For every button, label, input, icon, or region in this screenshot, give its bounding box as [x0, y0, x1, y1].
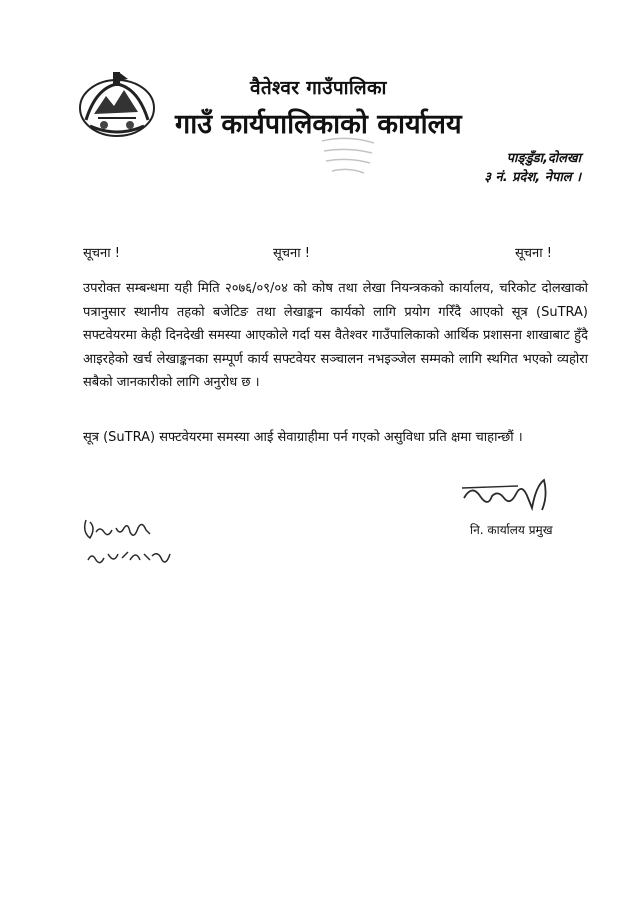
notice-heading-left: सूचना !	[83, 246, 120, 261]
handwritten-note	[80, 514, 200, 578]
official-signature	[458, 476, 558, 520]
notice-heading-center: सूचना !	[273, 246, 310, 261]
body-paragraph-2: सूत्र (SuTRA) सफ्टवेयरमा समस्या आई सेवाग्राहीमा पर्न गएको असुविधा प्रति क्षमा चाहान्छौं ।	[83, 430, 523, 445]
org-name-large: गाउँ कार्यपालिकाको कार्यालय	[175, 109, 462, 140]
address-line-1: पाङ्डुँडा,दोलखा	[506, 151, 581, 166]
notice-heading-right: सूचना !	[515, 246, 552, 261]
org-name-small: वैतेश्वर गाउँपालिका	[250, 77, 387, 99]
signatory-title: नि. कार्यालय प्रमुख	[470, 523, 553, 537]
address-line-2: ३ नं. प्रदेश, नेपाल ।	[484, 170, 581, 185]
nepal-emblem-logo	[76, 70, 158, 140]
body-paragraph-1: उपरोक्त सम्बन्धमा यही मिति २०७६/०९/०४ को कोष तथा लेखा नियन्त्रकको कार्यालय, चरिकोट दोलखाको पत्रानुसार स्थानीय तहको बजेटिङ तथा लेखाङ्कन कार्यको लागि प्रयोग गरिँदै आएको सूत्र (SuTRA) सफ्टवेयरमा केही दिनदेखी समस्या आएकोले गर्दा यस वैतेश्वर गाउँपालिकाको आर्थिक प्रशासना शाखाबाट हुँदै आइरहेको खर्च लेखाङ्कनका सम्पूर्ण कार्य सफ्टवेयर सञ्चालन नभइञ्जेल सम्मको लागि स्थगित भएको व्यहोरा सबैको जानकारीको लागि अनुरोध छ ।	[83, 281, 588, 391]
stamp-impression	[318, 135, 378, 179]
